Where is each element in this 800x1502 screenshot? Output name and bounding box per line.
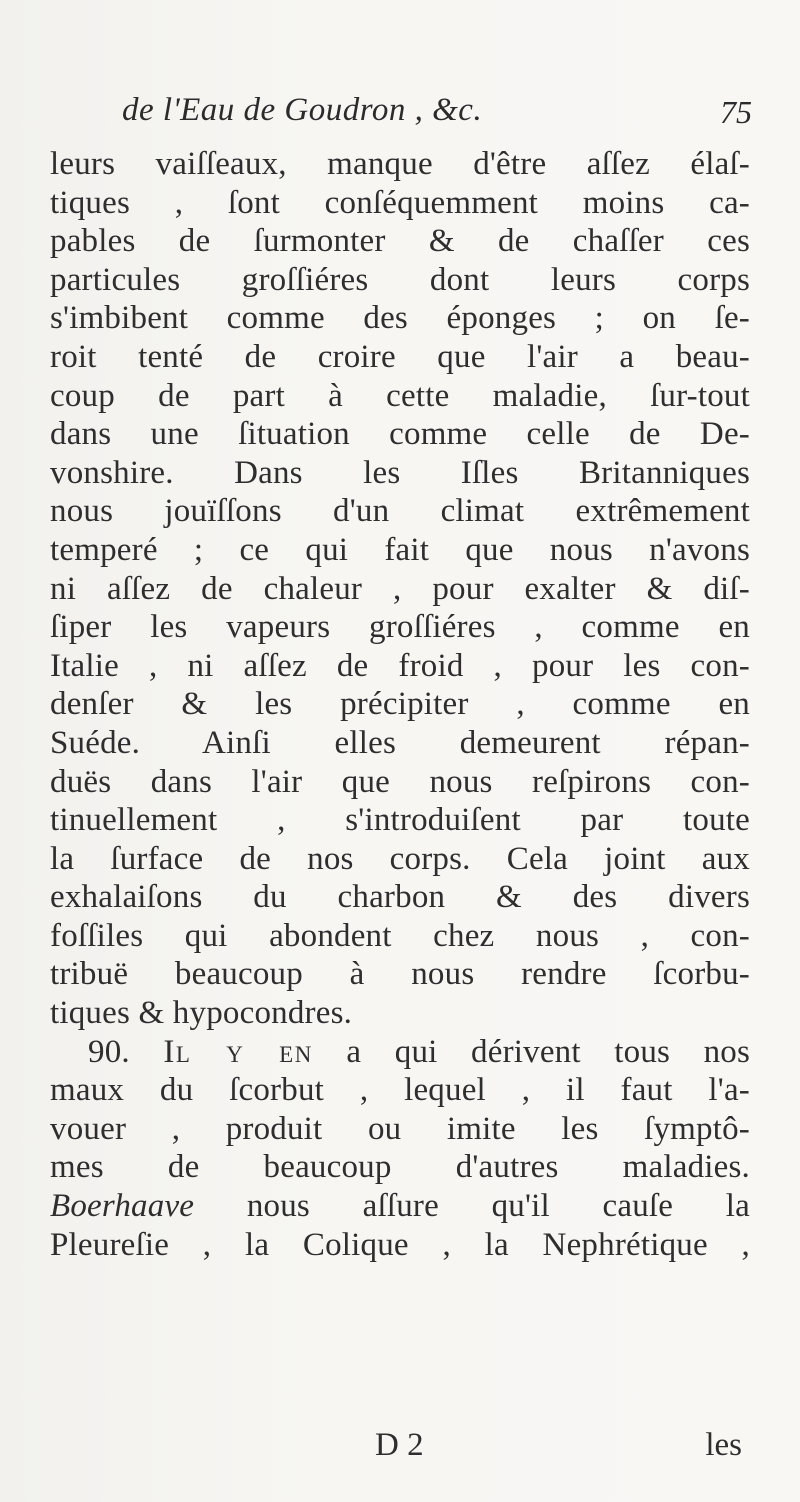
text-line: la ſurface de nos corps. Cela joint aux: [50, 840, 750, 877]
text-line: Pleureſie , la Colique , la Nephrétique ,: [50, 1226, 750, 1263]
page-footer: [50, 1427, 750, 1467]
paragraph-number: 90.: [88, 1033, 130, 1070]
paragraph-lead: Il y en: [163, 1033, 313, 1070]
text-line: particules groſſiéres dont leurs corps: [50, 261, 750, 298]
text-line: exhalaiſons du charbon & des divers: [50, 879, 750, 916]
text-line: foſſiles qui abondent chez nous , con-: [50, 917, 750, 954]
text-line: dans une ſituation comme celle de De-: [50, 416, 750, 453]
paragraph-lead-rest: a qui dérivent tous nos: [346, 1033, 751, 1070]
text-line: denſer & les précipiter , comme en: [50, 686, 750, 723]
text-line: Suéde. Ainſi elles demeurent répan-: [50, 724, 750, 761]
text-line: vouer , produit ou imite les ſymptô-: [50, 1110, 750, 1147]
author-line: [50, 1187, 750, 1226]
text-line: tribuë beaucoup à nous rendre ſcorbu-: [50, 956, 750, 993]
catchword: les: [705, 1427, 742, 1463]
paragraph-start-line: [50, 1033, 750, 1072]
text-line: maux du ſcorbut , lequel , il faut l'a-: [50, 1072, 750, 1109]
text-line: coup de part à cette maladie, ſur-tout: [50, 377, 750, 414]
text-line: temperé ; ce qui fait que nous n'avons: [50, 531, 750, 568]
body-text: [50, 145, 750, 1264]
text-line: Italie , ni aſſez de froid , pour les con-: [50, 647, 750, 684]
text-line: duës dans l'air que nous reſpirons con-: [50, 763, 750, 800]
cited-author: Boerhaave: [50, 1188, 195, 1225]
page-number: 75: [720, 94, 752, 130]
text-line: leurs vaiſſeaux, manque d'être aſſez élaſ-: [50, 146, 750, 182]
text-line: mes de beaucoup d'autres maladies.: [50, 1149, 750, 1186]
author-line-rest: nous aſſure qu'il cauſe la: [246, 1188, 750, 1225]
running-title: de l'Eau de Goudron , &c.: [122, 92, 483, 128]
text-line: pables de ſurmonter & de chaſſer ces: [50, 223, 750, 260]
text-line: s'imbibent comme des éponges ; on ſe-: [50, 300, 750, 337]
signature-mark: D 2: [375, 1427, 424, 1463]
text-line: tinuellement , s'introduiſent par toute: [50, 802, 750, 839]
text-line: tiques & hypocondres.: [50, 995, 353, 1032]
text-line: roit tenté de croire que l'air a beau-: [50, 338, 750, 375]
text-line: vonshire. Dans les Iſles Britanniques: [50, 454, 750, 491]
text-line: nous jouïſſons d'un climat extrêmement: [50, 493, 750, 530]
page-header: [122, 92, 772, 142]
text-line: ni aſſez de chaleur , pour exalter & diſ-: [50, 570, 750, 607]
text-line: tiques , ſont conſéquemment moins ca-: [50, 184, 750, 221]
text-line: ſiper les vapeurs groſſiéres , comme en: [50, 609, 750, 646]
